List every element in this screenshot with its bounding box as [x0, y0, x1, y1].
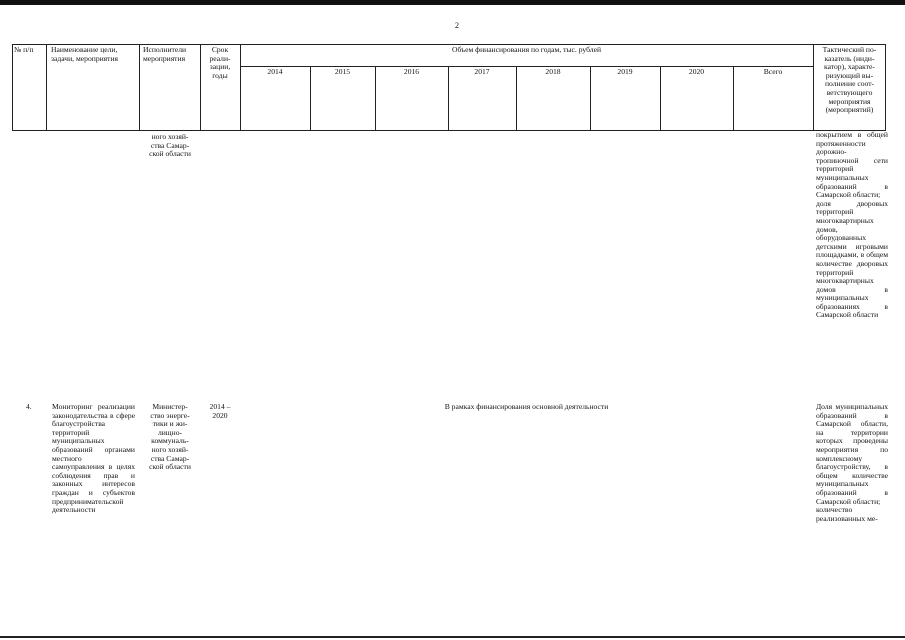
row4-indicator: Доля муниципальных образований в Самарской области, на территории которых проведены мероприятия по комплексному благоустройству, в общем количестве муниципальных образований в Самарской области; количество реализованных ме-	[816, 402, 888, 523]
year-2016: 2016	[403, 67, 420, 76]
header-indicator: Тактический по- казатель (инди- катор), характе- ризующий вы- полнение соот- ветствующего мероприятия (мероприятий)	[822, 45, 877, 115]
year-2019: 2019	[617, 67, 633, 76]
continued-indicator: покрытием в общей протяженности дорожно-тропиночной сети территорий муниципальных образований в Самарской области; доля дворовых территорий многоквартирных домов, оборудованных детскими игровыми площадками, в общем количестве дворовых территорий многоквартирных домов в муниципальных образованиях в Самарской области	[816, 130, 888, 320]
header-term: Срок реали- зации, годы	[209, 45, 231, 80]
year-2018: 2018	[545, 67, 561, 76]
top-edge-bar	[0, 0, 905, 5]
year-2015: 2015	[334, 67, 351, 76]
row4-term: 2014 – 2020	[209, 402, 231, 420]
row4-number: 4.	[26, 402, 32, 411]
row4-finance: В рамках финансирования основной деятельности	[444, 402, 609, 411]
year-2017: 2017	[474, 67, 490, 76]
row4-name: Мониторинг реализации законодательства в сфере благоустройства территорий муниципальных образований органами местного самоуправления в целях соблюдения прав и законных интересов граждан и субъектов предпринимательской деятельности	[52, 402, 135, 515]
continued-executor: ного хозяй- ства Самар- ской области	[149, 132, 191, 159]
page-number: 2	[455, 21, 459, 30]
header-name: Наименование цели, задачи, мероприятия	[51, 45, 119, 63]
row4-executor: Министер- ство энерге- тики и жи- лищно- коммуналь- ного хозяй- ства Самар- ской области	[149, 402, 191, 472]
year-2020: 2020	[688, 67, 705, 76]
year-2014: 2014	[267, 67, 283, 76]
year-total: Всего	[763, 67, 783, 76]
bottom-edge-line	[0, 636, 905, 638]
header-executor: Исполнители мероприятия	[143, 45, 187, 63]
header-finance: Объем финансирования по годам, тыс. рублей	[451, 45, 602, 54]
header-number: № п/п	[14, 45, 34, 54]
